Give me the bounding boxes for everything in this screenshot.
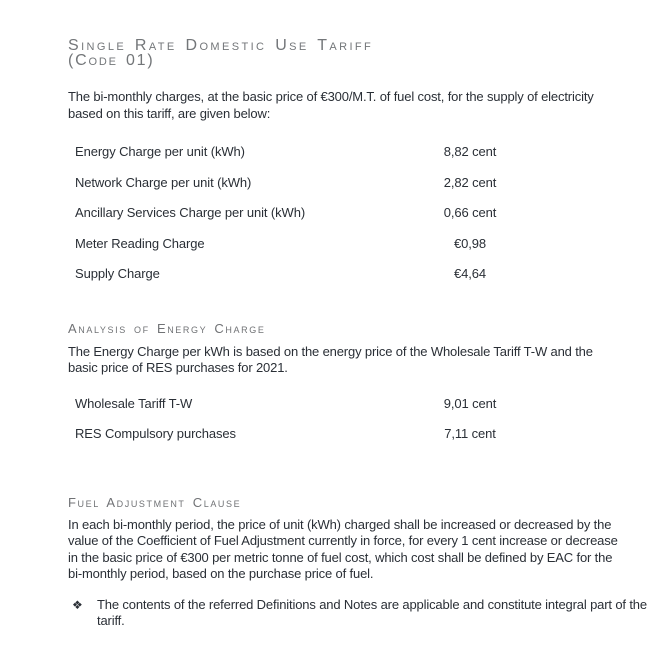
intro-paragraph: The bi-monthly charges, at the basic price of €300/M.T. of fuel cost, for the supply of electricity based on this tariff, are given below: bbox=[68, 89, 594, 121]
document-title-code: (Code 01) bbox=[68, 52, 155, 69]
document-title-line1: Single Rate Domestic Use Tariff bbox=[68, 37, 374, 54]
charge-value: €4,64 bbox=[453, 266, 487, 281]
charge-value: 8,82 cent bbox=[443, 144, 497, 159]
charge-value: 9,01 cent bbox=[443, 395, 497, 411]
table-row bbox=[68, 144, 612, 175]
table-row bbox=[68, 236, 612, 267]
analysis-paragraph: The Energy Charge per kWh is based on the energy price of the Wholesale Tariff T-W and the basic price of RES purchases for 2021. bbox=[68, 343, 593, 375]
charge-label: Supply Charge bbox=[75, 266, 160, 281]
charge-value: 2,82 cent bbox=[443, 174, 497, 190]
diamond-bullet-icon: ❖ bbox=[72, 597, 83, 612]
table-row bbox=[68, 266, 612, 297]
charge-label: RES Compulsory purchases bbox=[75, 426, 236, 441]
table-row bbox=[68, 426, 612, 457]
charge-label: Meter Reading Charge bbox=[75, 235, 205, 251]
section-heading-fuel-adjustment: Fuel Adjustment Clause bbox=[68, 494, 242, 510]
charge-label: Energy Charge per unit (kWh) bbox=[75, 144, 245, 159]
document-title bbox=[68, 38, 612, 68]
charge-label: Network Charge per unit (kWh) bbox=[75, 174, 252, 190]
charge-label: Wholesale Tariff T-W bbox=[75, 395, 193, 411]
table-row bbox=[68, 175, 612, 206]
section-heading-analysis: Analysis of Energy Charge bbox=[68, 320, 266, 336]
charge-value: 7,11 cent bbox=[444, 426, 496, 441]
charge-value: €0,98 bbox=[453, 235, 487, 251]
analysis-table bbox=[68, 396, 612, 457]
note-text: The contents of the referred Definitions and Notes are applicable and constitute integral part of the tariff. bbox=[97, 596, 647, 628]
charges-table bbox=[68, 144, 612, 297]
charge-value: 0,66 cent bbox=[443, 205, 497, 220]
table-row bbox=[68, 396, 612, 427]
charge-label: Ancillary Services Charge per unit (kWh) bbox=[75, 205, 306, 220]
fuel-adjustment-paragraph: In each bi-monthly period, the price of unit (kWh) charged shall be increased or decreased by the value of the Coefficient of Fuel Adjustment currently in force, for every 1 cent increase or decrease in the basic price of €300 per metric tonne of fuel cost, which cost shall be defined by EAC for the bi-monthly period, based on the purchase price of fuel. bbox=[68, 516, 618, 581]
table-row bbox=[68, 205, 612, 236]
note-item bbox=[68, 597, 652, 630]
